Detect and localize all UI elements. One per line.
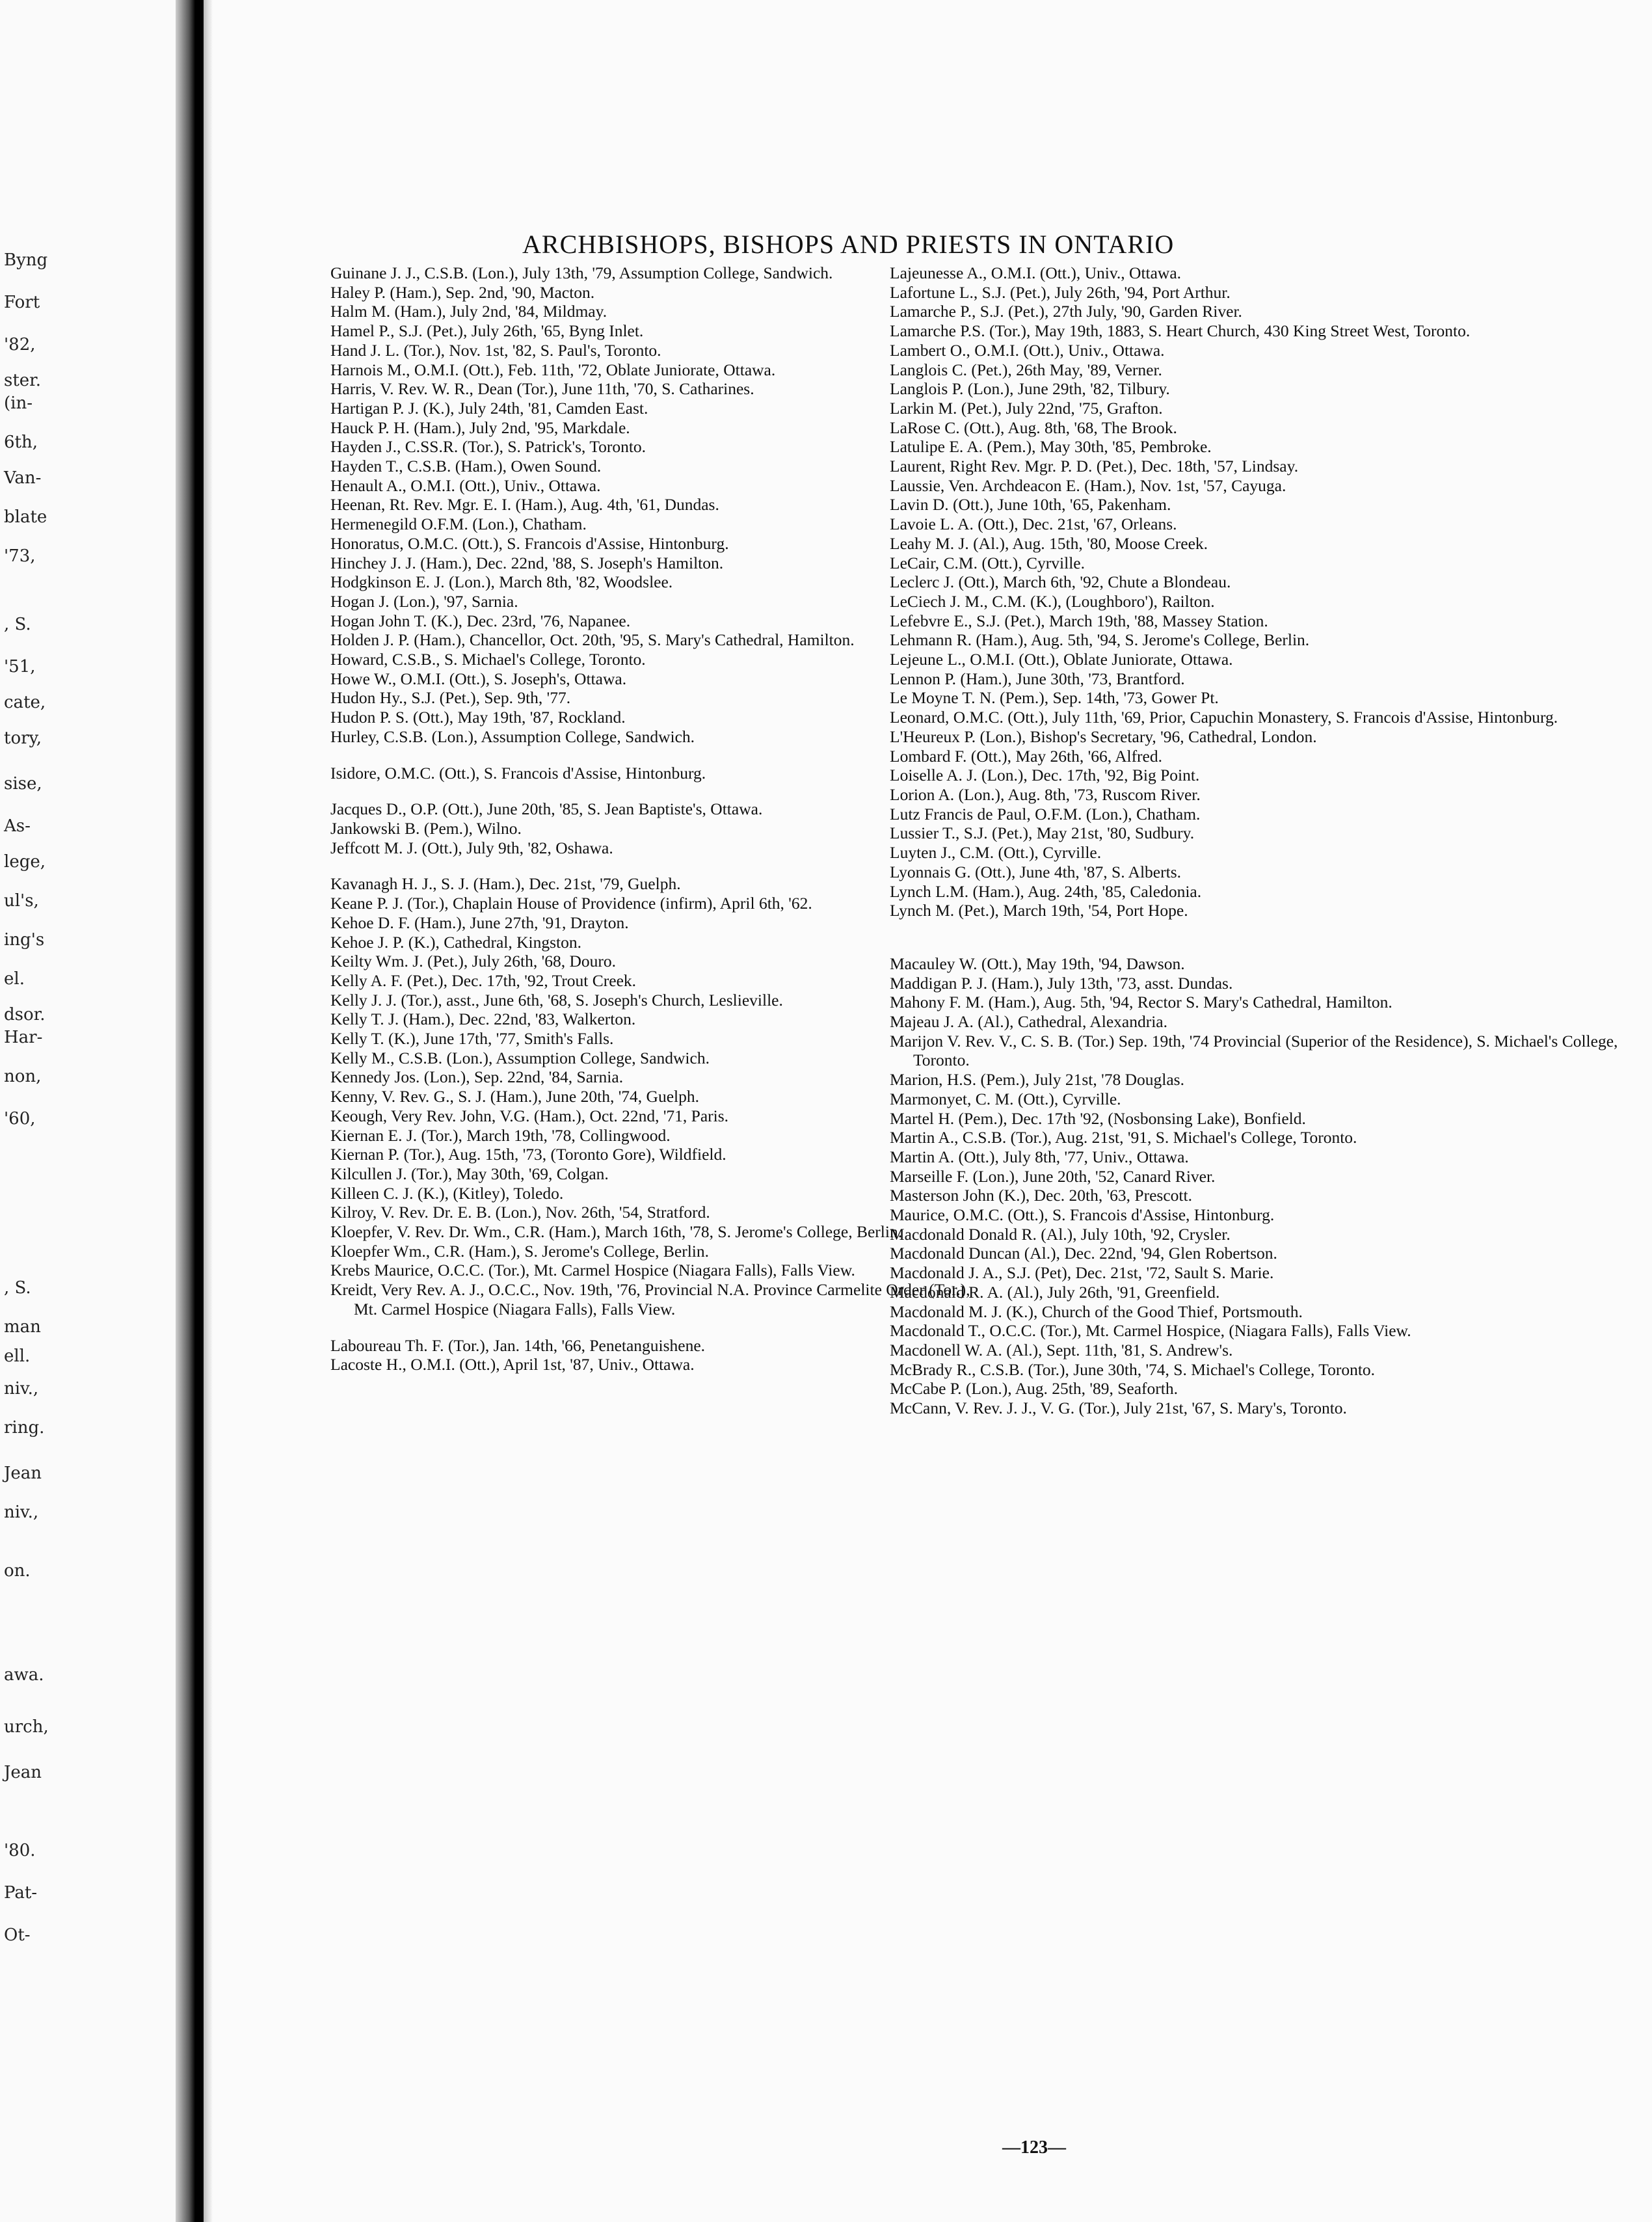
directory-entry: Kehoe J. P. (K.), Cathedral, Kingston. [330, 932, 581, 952]
directory-entry: Hand J. L. (Tor.), Nov. 1st, '82, S. Paul's, Toronto. [330, 340, 661, 360]
directory-entry: Hogan J. (Lon.), '97, Sarnia. [330, 591, 518, 611]
directory-entry: Lambert O., O.M.I. (Ott.), Univ., Ottawa. [890, 340, 1165, 360]
directory-entry: Kehoe D. F. (Ham.), June 27th, '91, Drayton. [330, 913, 629, 932]
directory-entry: Marion, H.S. (Pem.), July 21st, '78 Douglas. [890, 1070, 1184, 1090]
directory-entry: Langlois P. (Lon.), June 29th, '82, Tilbury. [890, 379, 1170, 399]
facing-page-text: Pat- [4, 1883, 38, 1903]
directory-entry: McCabe P. (Lon.), Aug. 25th, '89, Seaforth. [890, 1379, 1179, 1399]
spacer [890, 920, 1631, 937]
directory-entry: LeCair, C.M. (Ott.), Cyrville. [890, 553, 1085, 572]
directory-entry: Kreidt, Very Rev. A. J., O.C.C., Nov. 19th, '76, Provincial N.A. Province Carmelite Order (Tor.), Mt. Carmel Hospice (Niagara Falls), Falls View. [330, 1280, 970, 1318]
facing-page-text: '60, [4, 1109, 36, 1129]
facing-page-text: man [4, 1317, 41, 1337]
facing-page-text: '80. [4, 1841, 36, 1860]
facing-page-text: Byng [4, 250, 48, 270]
facing-page-text: on. [4, 1561, 31, 1581]
directory-entry: Kiernan E. J. (Tor.), March 19th, '78, Collingwood. [330, 1125, 671, 1145]
directory-entry: Masterson John (K.), Dec. 20th, '63, Prescott. [890, 1186, 1192, 1205]
facing-page-text: sise, [4, 774, 42, 794]
facing-page-text: awa. [4, 1665, 44, 1685]
directory-entry: Keane P. J. (Tor.), Chaplain House of Providence (infirm), April 6th, '62. [330, 894, 812, 913]
facing-page-text: Jean [4, 1763, 42, 1782]
directory-entry: Loiselle A. J. (Lon.), Dec. 17th, '92, Big Point. [890, 766, 1200, 785]
directory-entry: L'Heureux P. (Lon.), Bishop's Secretary, '96, Cathedral, London. [890, 727, 1317, 746]
directory-entry: Hartigan P. J. (K.), July 24th, '81, Camden East. [330, 398, 648, 418]
directory-entry: Laurent, Right Rev. Mgr. P. D. (Pet.), Dec. 18th, '57, Lindsay. [890, 457, 1299, 476]
directory-entry: McCann, V. Rev. J. J., V. G. (Tor.), July 21st, '67, S. Mary's, Toronto. [890, 1399, 1347, 1418]
directory-entry: McBrady R., C.S.B. (Tor.), June 30th, '74, S. Michael's College, Toronto. [890, 1359, 1376, 1379]
directory-entry: Lyonnais G. (Ott.), June 4th, '87, S. Alberts. [890, 862, 1181, 881]
facing-page-text: '82, [4, 335, 36, 355]
directory-entry: Lynch M. (Pet.), March 19th, '54, Port Hope. [890, 901, 1188, 920]
directory-entry: Lamarche P., S.J. (Pet.), 27th July, '90, Garden River. [890, 302, 1242, 321]
facing-page-text: urch, [4, 1717, 49, 1737]
directory-entry: Macdonald M. J. (K.), Church of the Good Thief, Portsmouth. [890, 1302, 1303, 1321]
directory-entry: Kelly M., C.S.B. (Lon.), Assumption College, Sandwich. [330, 1048, 710, 1067]
directory-entry: Luyten J., C.M. (Ott.), Cyrville. [890, 843, 1102, 863]
facing-page-text: , S. [4, 1278, 31, 1298]
directory-entry: Lacoste H., O.M.I. (Ott.), April 1st, '87, Univ., Ottawa. [330, 1355, 695, 1374]
spacer [330, 857, 987, 874]
facing-page-text: ster. [4, 371, 42, 390]
facing-page-text: cate, [4, 693, 46, 712]
directory-entry: Lehmann R. (Ham.), Aug. 5th, '94, S. Jerome's College, Berlin. [890, 630, 1310, 650]
directory-entry: Lavoie L. A. (Ott.), Dec. 21st, '67, Orleans. [890, 515, 1177, 534]
directory-entry: Macdonald J. A., S.J. (Pet), Dec. 21st, '72, Sault S. Marie. [890, 1263, 1274, 1283]
directory-entry: Kelly T. J. (Ham.), Dec. 22nd, '83, Walkerton. [330, 1010, 636, 1029]
directory-entry: Lafortune L., S.J. (Pet.), July 26th, '94, Port Arthur. [890, 282, 1231, 302]
directory-entry: Kelly A. F. (Pet.), Dec. 17th, '92, Trout Creek. [330, 970, 637, 990]
page-gutter [176, 0, 195, 2222]
facing-page-text: lege, [4, 852, 46, 872]
directory-entry: Hurley, C.S.B. (Lon.), Assumption College, Sandwich. [330, 727, 695, 746]
page-title: ARCHBISHOPS, BISHOPS AND PRIESTS IN ONTARIO [522, 230, 1175, 259]
directory-entry: LaRose C. (Ott.), Aug. 8th, '68, The Brook. [890, 418, 1177, 437]
directory-entry: Martin A. (Ott.), July 8th, '77, Univ., Ottawa. [890, 1147, 1189, 1166]
facing-page-text: Ot- [4, 1925, 31, 1945]
directory-entry: Kennedy Jos. (Lon.), Sep. 22nd, '84, Sarnia. [330, 1067, 624, 1087]
directory-entry: Keough, Very Rev. John, V.G. (Ham.), Oct. 22nd, '71, Paris. [330, 1106, 729, 1125]
facing-page-text: tory, [4, 729, 42, 748]
directory-entry: Macauley W. (Ott.), May 19th, '94, Dawson. [890, 954, 1185, 973]
facing-page-text: niv., [4, 1503, 39, 1522]
facing-page-text: '73, [4, 546, 36, 566]
directory-entry: Lefebvre E., S.J. (Pet.), March 19th, '88, Massey Station. [890, 611, 1268, 630]
facing-page-text: As- [4, 816, 31, 836]
facing-page-text: 6th, [4, 433, 38, 452]
facing-page-text: Jean [4, 1464, 42, 1483]
left-column [330, 263, 987, 1374]
directory-entry: Hayden T., C.S.B. (Ham.), Owen Sound. [330, 457, 602, 476]
directory-entry: Kelly T. (K.), June 17th, '77, Smith's Falls. [330, 1029, 614, 1049]
facing-page-text: ul's, [4, 891, 39, 911]
facing-page-text: el. [4, 969, 25, 989]
directory-entry: Lavin D. (Ott.), June 10th, '65, Pakenham. [890, 495, 1171, 515]
directory-entry: Macdonald T., O.C.C. (Tor.), Mt. Carmel Hospice, (Niagara Falls), Falls View. [890, 1321, 1411, 1341]
facing-page-text: blate [4, 507, 47, 527]
directory-entry: Hodgkinson E. J. (Lon.), March 8th, '82, Woodslee. [330, 572, 673, 592]
directory-entry: Howard, C.S.B., S. Michael's College, Toronto. [330, 650, 646, 669]
facing-page-text: ing's [4, 930, 45, 950]
directory-entry: Lutz Francis de Paul, O.F.M. (Lon.), Chatham. [890, 804, 1201, 823]
directory-entry: Henault A., O.M.I. (Ott.), Univ., Ottawa. [330, 475, 601, 495]
directory-entry: Langlois C. (Pet.), 26th May, '89, Verner. [890, 360, 1162, 379]
directory-entry: Leahy M. J. (Al.), Aug. 15th, '80, Moose Creek. [890, 533, 1208, 553]
directory-entry: Marijon V. Rev. V., C. S. B. (Tor.) Sep. 19th, '74 Provincial (Superior of the Residence), S. Michael's College, Toronto. [890, 1031, 1618, 1070]
page-number: —123— [1002, 2137, 1066, 2158]
directory-entry: Macdonald Donald R. (Al.), July 10th, '92, Crysler. [890, 1224, 1231, 1244]
directory-entry: Isidore, O.M.C. (Ott.), S. Francois d'Assise, Hintonburg. [330, 763, 706, 783]
directory-entry: Hayden J., C.SS.R. (Tor.), S. Patrick's, Toronto. [330, 437, 646, 457]
directory-entry: Macdonald Duncan (Al.), Dec. 22nd, '94, Glen Robertson. [890, 1244, 1277, 1263]
directory-entry: Larkin M. (Pet.), July 22nd, '75, Grafton. [890, 398, 1163, 418]
directory-entry: Kilroy, V. Rev. Dr. E. B. (Lon.), Nov. 26th, '54, Stratford. [330, 1203, 710, 1222]
directory-entry: Martel H. (Pem.), Dec. 17th '92, (Nosbonsing Lake), Bonfield. [890, 1108, 1306, 1128]
directory-entry: Hudon P. S. (Ott.), May 19th, '87, Rockland. [330, 708, 626, 727]
directory-entry: Macdonald R. A. (Al.), July 26th, '91, Greenfield. [890, 1282, 1220, 1302]
directory-entry: Lynch L.M. (Ham.), Aug. 24th, '85, Caledonia. [890, 881, 1202, 901]
right-column [890, 263, 1631, 1418]
directory-entry: Hogan John T. (K.), Dec. 23rd, '76, Napanee. [330, 611, 631, 630]
directory-entry: Martin A., C.S.B. (Tor.), Aug. 21st, '91, S. Michael's College, Toronto. [890, 1128, 1357, 1147]
spacer [330, 783, 987, 799]
directory-entry: Majeau J. A. (Al.), Cathedral, Alexandria. [890, 1012, 1168, 1032]
directory-entry: Hudon Hy., S.J. (Pet.), Sep. 9th, '77. [330, 688, 571, 708]
directory-entry: Maurice, O.M.C. (Ott.), S. Francois d'Assise, Hintonburg. [890, 1205, 1275, 1225]
directory-entry: Krebs Maurice, O.C.C. (Tor.), Mt. Carmel Hospice (Niagara Falls), Falls View. [330, 1261, 855, 1280]
spacer [330, 1319, 987, 1336]
directory-entry: Marmonyet, C. M. (Ott.), Cyrville. [890, 1089, 1121, 1108]
directory-entry: Kilcullen J. (Tor.), May 30th, '69, Colgan. [330, 1164, 609, 1183]
directory-entry: Kenny, V. Rev. G., S. J. (Ham.), June 20th, '74, Guelph. [330, 1087, 699, 1106]
facing-page-text: dsor. [4, 1005, 46, 1024]
facing-page-text: niv., [4, 1379, 39, 1399]
directory-entry: Harris, V. Rev. W. R., Dean (Tor.), June 11th, '70, S. Catharines. [330, 379, 754, 399]
directory-entry: LeCiech J. M., C.M. (K.), (Loughboro'), Railton. [890, 591, 1215, 611]
directory-entry: Kloepfer Wm., C.R. (Ham.), S. Jerome's College, Berlin. [330, 1241, 710, 1261]
directory-entry: Lombard F. (Ott.), May 26th, '66, Alfred. [890, 746, 1162, 766]
directory-entry: Howe W., O.M.I. (Ott.), S. Joseph's, Ottawa. [330, 669, 627, 688]
directory-entry: Laussie, Ven. Archdeacon E. (Ham.), Nov. 1st, '57, Cayuga. [890, 475, 1286, 495]
directory-entry: Latulipe E. A. (Pem.), May 30th, '85, Pembroke. [890, 437, 1212, 457]
spacer [890, 937, 1631, 954]
directory-entry: Killeen C. J. (K.), (Kitley), Toledo. [330, 1183, 564, 1203]
directory-entry: Kelly J. J. (Tor.), asst., June 6th, '68, S. Joseph's Church, Leslieville. [330, 990, 783, 1010]
directory-entry: Leclerc J. (Ott.), March 6th, '92, Chute a Blondeau. [890, 572, 1231, 592]
facing-page-text: non, [4, 1067, 42, 1086]
directory-entry: Lorion A. (Lon.), Aug. 8th, '73, Ruscom River. [890, 784, 1201, 804]
facing-page-text: ell. [4, 1346, 31, 1366]
directory-entry: Lamarche P.S. (Tor.), May 19th, 1883, S. Heart Church, 430 King Street West, Toronto. [890, 321, 1471, 341]
facing-page-text: Van- [4, 468, 42, 488]
directory-entry: Hinchey J. J. (Ham.), Dec. 22nd, '88, S. Joseph's Hamilton. [330, 553, 724, 572]
directory-entry: Holden J. P. (Ham.), Chancellor, Oct. 20th, '95, S. Mary's Cathedral, Hamilton. [330, 630, 855, 650]
directory-entry: Guinane J. J., C.S.B. (Lon.), July 13th, '79, Assumption College, Sandwich. [330, 263, 833, 282]
directory-entry: Lajeunesse A., O.M.I. (Ott.), Univ., Ottawa. [890, 263, 1182, 282]
directory-entry: Haley P. (Ham.), Sep. 2nd, '90, Macton. [330, 282, 595, 302]
directory-entry: Heenan, Rt. Rev. Mgr. E. I. (Ham.), Aug. 4th, '61, Dundas. [330, 495, 719, 515]
directory-entry: Honoratus, O.M.C. (Ott.), S. Francois d'Assise, Hintonburg. [330, 533, 729, 553]
directory-entry: Jankowski B. (Pem.), Wilno. [330, 818, 522, 838]
facing-page-text: , S. [4, 615, 31, 634]
directory-entry: Kavanagh H. J., S. J. (Ham.), Dec. 21st, '79, Guelph. [330, 874, 681, 894]
directory-entry: Halm M. (Ham.), July 2nd, '84, Mildmay. [330, 302, 607, 321]
directory-entry: Jeffcott M. J. (Ott.), July 9th, '82, Oshawa. [330, 838, 613, 857]
directory-entry: Keilty Wm. J. (Pet.), July 26th, '68, Douro. [330, 952, 617, 971]
directory-entry: Mahony F. M. (Ham.), Aug. 5th, '94, Rector S. Mary's Cathedral, Hamilton. [890, 993, 1392, 1012]
spacer [330, 747, 987, 764]
facing-page-text: Har- [4, 1028, 43, 1047]
directory-entry: Macdonell W. A. (Al.), Sept. 11th, '81, S. Andrew's. [890, 1340, 1233, 1359]
directory-entry: Lennon P. (Ham.), June 30th, '73, Brantford. [890, 669, 1185, 688]
directory-entry: Maddigan P. J. (Ham.), July 13th, '73, asst. Dundas. [890, 973, 1233, 993]
directory-entry: Lussier T., S.J. (Pet.), May 21st, '80, Sudbury. [890, 823, 1195, 843]
directory-entry: Leonard, O.M.C. (Ott.), July 11th, '69, Prior, Capuchin Monastery, S. Francois d'Assise, Hintonburg. [890, 708, 1558, 727]
directory-entry: Jacques D., O.P. (Ott.), June 20th, '85, S. Jean Baptiste's, Ottawa. [330, 799, 763, 819]
directory-entry: Hauck P. H. (Ham.), July 2nd, '95, Markdale. [330, 418, 630, 437]
directory-entry: Kloepfer, V. Rev. Dr. Wm., C.R. (Ham.), March 16th, '78, S. Jerome's College, Berlin. [330, 1222, 903, 1242]
document-page [204, 0, 1652, 2222]
directory-entry: Le Moyne T. N. (Pem.), Sep. 14th, '73, Gower Pt. [890, 688, 1219, 708]
directory-entry: Laboureau Th. F. (Tor.), Jan. 14th, '66, Penetanguishene. [330, 1335, 706, 1355]
directory-entry: Hamel P., S.J. (Pet.), July 26th, '65, Byng Inlet. [330, 321, 644, 341]
directory-entry: Marseille F. (Lon.), June 20th, '52, Canard River. [890, 1166, 1216, 1186]
directory-entry: Harnois M., O.M.I. (Ott.), Feb. 11th, '72, Oblate Juniorate, Ottawa. [330, 360, 776, 379]
directory-entry: Kiernan P. (Tor.), Aug. 15th, '73, (Toronto Gore), Wildfield. [330, 1145, 726, 1164]
facing-page-text: '51, [4, 657, 36, 676]
facing-page-text: Fort [4, 293, 40, 312]
facing-page-text: ring. [4, 1418, 45, 1438]
directory-entry: Hermenegild O.F.M. (Lon.), Chatham. [330, 515, 587, 534]
directory-entry: Lejeune L., O.M.I. (Ott.), Oblate Juniorate, Ottawa. [890, 650, 1233, 669]
facing-page-text: (in- [4, 394, 33, 413]
